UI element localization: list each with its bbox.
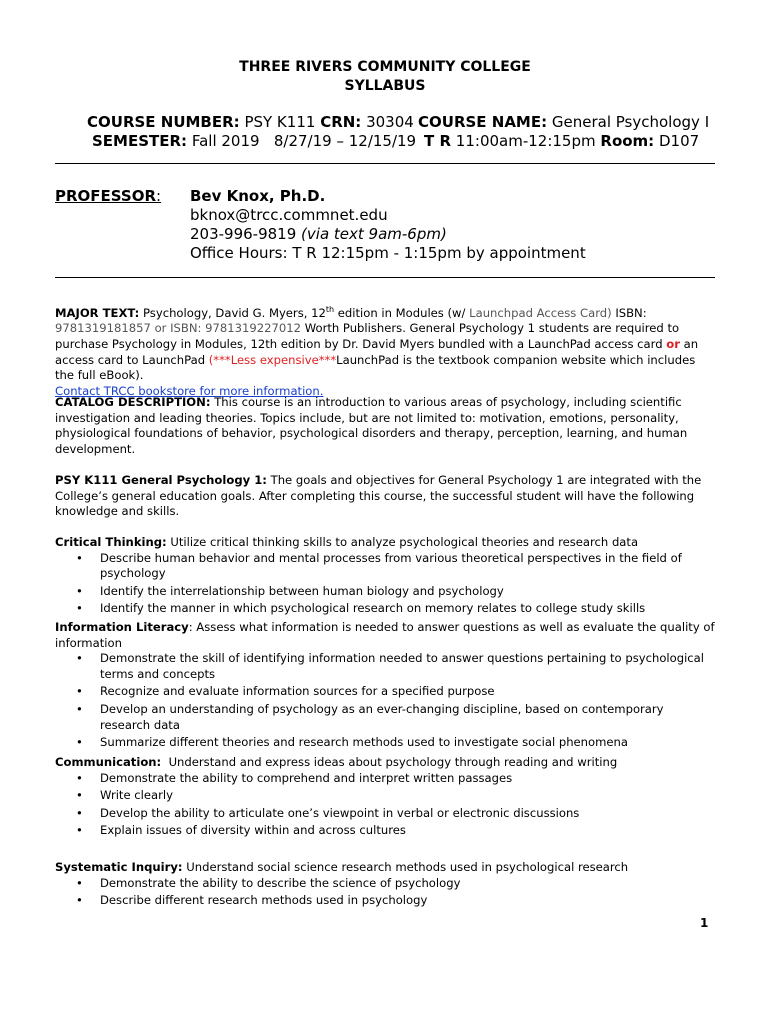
list-item [55,806,717,822]
list-item-text: Develop the ability to articulate one’s viewpoint in verbal or electronic discussions [100,805,580,820]
list-item [55,684,717,700]
semester-label: SEMESTER: [92,132,188,150]
list-item [55,702,717,733]
list-item [55,601,717,617]
semester-value: Fall 2019 8/27/19 – 12/15/19 [191,132,417,150]
section-label: Systematic Inquiry: [55,860,183,874]
bullet-icon: • [76,550,83,565]
professor-name: Bev Knox, Ph.D. [190,187,326,205]
bullet-icon: • [76,701,83,716]
list-item-text: Demonstrate the ability to comprehend and interpret written passages [100,770,513,785]
list-item [55,876,717,892]
page-number: 1 [700,916,709,930]
bullet-icon: • [76,893,83,908]
list-item-text: Demonstrate the ability to describe the science of psychology [100,875,461,890]
bullet-icon: • [76,583,83,598]
document-title: SYLLABUS [344,78,426,94]
professor-phone: 203-996-9819 [190,225,297,243]
bullet-icon: • [76,651,83,666]
professor-phone-line [190,225,447,244]
isbn-label: ISBN: [615,305,647,320]
list-item [55,788,717,804]
list-item-text: Write clearly [100,788,173,803]
semester-line [92,132,416,151]
goals-text: The goals and objectives for General Psychology 1 are integrated with the College’s general education goals. After completing this course, the successful student will have the following knowledge and skills. [55,473,702,519]
isbn-values: 9781319181857 or ISBN: 9781319227012 [55,321,302,336]
list-item [55,771,717,787]
section-information-literacy [55,620,717,753]
course-goals [55,473,717,520]
list-item [55,735,717,751]
goals-label: PSY K111 General Psychology 1: [55,473,267,487]
list-item-text: Describe human behavior and mental processes from various theoretical perspectives in the field of psychology [100,550,682,581]
college-title: THREE RIVERS COMMUNITY COLLEGE [239,59,531,75]
bullet-icon: • [76,823,83,838]
section-label: Communication: [55,755,162,769]
edition-superscript: th [325,305,335,314]
section-label: Information Literacy [55,620,189,634]
course-name-value: General Psychology I [551,113,710,131]
bullet-icon: • [76,601,83,616]
divider-2 [55,277,715,278]
divider-1 [55,163,715,164]
catalog-label: CATALOG DESCRIPTION: [55,395,211,409]
section-text: : Assess what information is needed to answer questions as well as evaluate the quality of information [55,620,715,650]
list-item-text: Describe different research methods used in psychology [100,893,428,908]
room-value: D107 [658,132,700,150]
section-communication [55,755,717,841]
major-text-title: Psychology, David G. Myers, 12 [143,305,326,320]
catalog-description [55,395,717,457]
section-text: Understand and express ideas about psychology through reading and writing [168,755,618,769]
major-text-edition: edition in Modules (w/ [337,305,466,320]
list-item-text: Identify the interrelationship between human biology and psychology [100,583,504,598]
objective-list [55,551,717,617]
professor-email: bknox@trcc.commnet.edu [190,206,388,224]
bullet-icon: • [76,684,83,699]
or-emphasis: or [666,337,680,352]
bullet-icon: • [76,875,83,890]
major-text-description: Worth Publishers. General Psychology 1 students are required to purchase Psychology in Modules, 12th edition by Dr. David Myers bundled with a LaunchPad access card [55,321,680,352]
professor-phone-note: (via text 9am-6pm) [301,225,447,243]
bullet-icon: • [76,770,83,785]
crn-label: CRN: [320,113,362,131]
objective-list [55,771,717,839]
less-expensive-note: (***Less expensive*** [208,352,337,367]
list-item [55,823,717,839]
section-systematic-inquiry [55,860,717,911]
list-item [55,893,717,909]
professor-colon: : [156,187,162,205]
section-critical-thinking [55,535,717,619]
list-item-text: Explain issues of diversity within and across cultures [100,823,406,838]
launchpad-description: LaunchPad is the textbook companion website which includes the full eBook). [55,352,696,383]
list-item [55,651,717,682]
objective-list [55,876,717,909]
list-item-text: Develop an understanding of psychology as an ever-changing discipline, based on contemporary research data [100,701,664,732]
objective-list [55,651,717,751]
schedule-line [424,132,699,151]
bullet-icon: • [76,788,83,803]
crn-value: 30304 [366,113,414,131]
list-item [55,584,717,600]
access-card-note: Launchpad Access Card) [469,305,612,320]
time-value: 11:00am-12:15pm [455,132,596,150]
bullet-icon: • [76,735,83,750]
section-text: Understand social science research methods used in psychological research [186,860,629,874]
section-label: Critical Thinking: [55,535,167,549]
course-number-line [87,113,414,132]
major-text-launchpad: an access card to LaunchPad [55,337,699,367]
professor-label: PROFESSOR [55,187,157,205]
major-text-label: MAJOR TEXT: [55,305,140,320]
room-label: Room: [600,132,655,150]
section-text: Utilize critical thinking skills to analyze psychological theories and research data [170,535,639,549]
course-name-label: COURSE NAME: [418,113,548,131]
course-number-label: COURSE NUMBER: [87,113,240,131]
course-name-line [418,113,709,132]
list-item-text: Identify the manner in which psychological research on memory relates to college study skills [100,601,646,616]
office-hours: Office Hours: T R 12:15pm - 1:15pm by appointment [190,244,586,262]
catalog-text: This course is an introduction to various areas of psychology, including scientific investigation and leading theories. Topics include, but are not limited to: motivation, emotions, personality, physiological foundations of behavior, psychological disorders and therapy, perception, learning, and human development. [55,395,688,456]
days-value: T R [424,132,452,150]
list-item [55,551,717,582]
list-item-text: Summarize different theories and research methods used to investigate social phenomena [100,735,629,750]
list-item-text: Recognize and evaluate information sources for a specified purpose [100,684,495,699]
professor-label-wrap [55,187,161,206]
list-item-text: Demonstrate the skill of identifying information needed to answer questions pertaining to psychological terms and concepts [100,651,705,681]
major-text-paragraph [55,302,717,399]
bullet-icon: • [76,805,83,820]
course-number-value: PSY K111 [244,113,316,131]
bookstore-link[interactable]: Contact TRCC bookstore for more information. [55,383,324,398]
